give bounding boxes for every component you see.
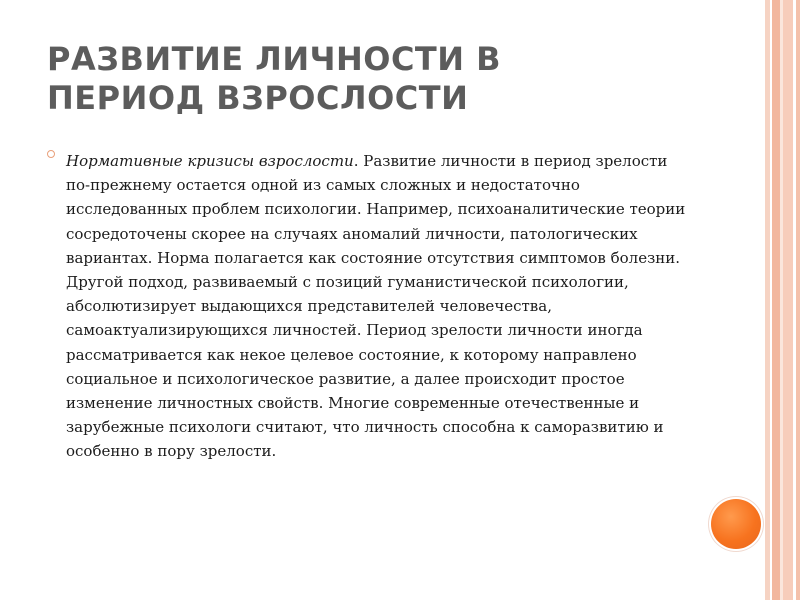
decorative-stripe [783, 0, 793, 600]
bullet-text: . Развитие личности в период зрелости по-прежнему остается одной из самых сложных и недостаточно исследованных проблем психологии. Например, психоаналитические теории сосредоточены скорее на случаях аномалий личности, патологических вариантах. Норма полагается как состояние отсутствия симптомов болезни. Другой подход, развиваемый с позиций гуманистической психологии, абсолютизирует выдающихся представителей человечества, самоактуализирующихся личностей. Период зрелости личности иногда рассматривается как некое целевое состояние, к которому направлено социальное и психологическое развитие, а далее происходит простое изменение личностных свойств. Многие современные отечественные и зарубежные психологи считают, что личность способна к саморазвитию и особенно в пору зрелости. [66, 152, 686, 461]
decorative-stripe [772, 0, 780, 600]
title-line-1: РАЗВИТИЕ ЛИЧНОСТИ В [47, 40, 502, 78]
decorative-orange-circle-icon [711, 499, 761, 549]
bullet-lead: Нормативные кризисы взрослости [66, 152, 354, 170]
title-line-2: ПЕРИОД ВЗРОСЛОСТИ [47, 79, 469, 117]
bullet-circle-icon [47, 150, 55, 158]
slide-title [47, 40, 747, 118]
decorative-stripe [796, 0, 800, 600]
bullet-paragraph [66, 149, 696, 464]
